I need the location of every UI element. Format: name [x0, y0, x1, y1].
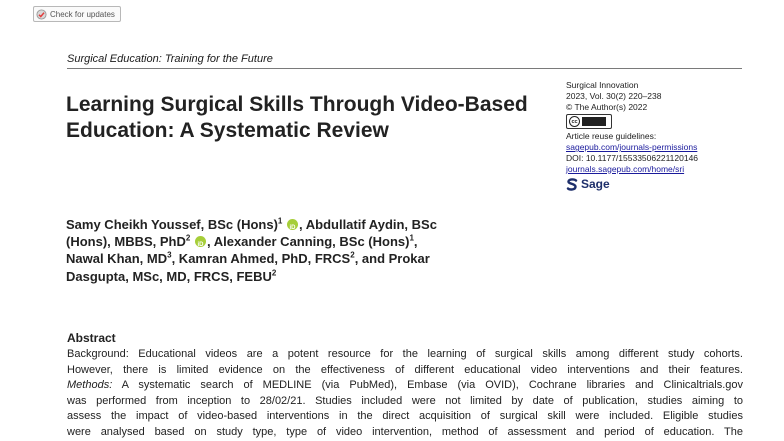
- doi: DOI: 10.1177/15533506221120146: [566, 152, 699, 163]
- author-list: [66, 216, 536, 285]
- author-text: , and Prokar: [354, 251, 430, 267]
- article-title: Learning Surgical Skills Through Video-Based Education: A Systematic Review: [66, 93, 528, 142]
- journal-info: [566, 80, 756, 191]
- reuse-link[interactable]: sagepub.com/journals-permissions: [566, 142, 698, 153]
- section-label: Surgical Education: Training for the Future: [67, 53, 273, 65]
- affiliation-sup: 2: [350, 251, 355, 261]
- orcid-icon[interactable]: [195, 236, 206, 247]
- header-divider: [67, 68, 742, 69]
- cc-icon: cc: [569, 116, 580, 127]
- check-updates-icon: [36, 9, 47, 20]
- volume-line: 2023, Vol. 30(2) 220–238: [566, 90, 662, 101]
- author-text: (Hons), MBBS, PhD: [66, 234, 186, 250]
- methods-label: Methods:: [67, 379, 113, 392]
- check-updates-label: Check for updates: [50, 9, 115, 19]
- publisher-logo: [566, 178, 756, 191]
- check-for-updates-button[interactable]: [33, 6, 121, 22]
- journal-link[interactable]: journals.sagepub.com/home/sri: [566, 163, 685, 174]
- publisher-name: Sage: [581, 176, 610, 191]
- author-text: Samy Cheikh Youssef, BSc (Hons): [66, 217, 278, 232]
- license-bar: [582, 117, 606, 126]
- abstract-line: Background: Educational videos are a potent resource for the learning of surgical skills among different study cohorts.: [67, 348, 743, 360]
- abstract-text: A systematic search of MEDLINE (via PubMed), Embase (via OVID), Cochrane libraries and Clinicaltrials.gov: [112, 379, 743, 392]
- affiliation-sup: 3: [167, 251, 172, 261]
- author-text: , Abdullatif Aydin, BSc: [299, 217, 437, 232]
- abstract-line: assess the impact of video-based interventions in the direct acquisition of surgical skill were included. Eligible studies: [67, 410, 743, 423]
- reuse-label: Article reuse guidelines:: [566, 131, 657, 142]
- copyright: © The Author(s) 2022: [566, 101, 648, 112]
- cc-license-badge[interactable]: [566, 114, 612, 129]
- abstract-line: was performed from inception to 28/02/21. Studies included were not limited by date of publication, studies aiming to: [67, 394, 743, 407]
- author-line-4: [66, 268, 536, 285]
- abstract-heading: Abstract: [67, 331, 116, 345]
- affiliation-sup: 2: [185, 233, 191, 243]
- abstract-line: [67, 378, 743, 394]
- author-line-2: [66, 233, 536, 250]
- abstract-body: [67, 347, 743, 441]
- abstract-line: However, there is limited evidence on the effectiveness of different educational video interventions and their features.: [67, 363, 743, 376]
- author-text: Nawal Khan, MD: [66, 251, 168, 267]
- sage-logo-icon: [566, 178, 578, 191]
- abstract-line: were analysed based on study type, type of video intervention, method of assessment and period of education. The: [67, 425, 743, 438]
- author-text: , Alexander Canning, BSc (Hons): [206, 234, 410, 250]
- journal-name: Surgical Innovation: [566, 80, 639, 90]
- affiliation-sup: 1: [277, 216, 283, 226]
- author-text: Dasgupta, MSc, MD, FRCS, FEBU: [66, 268, 272, 284]
- affiliation-sup: 2: [271, 268, 277, 278]
- author-text: ,: [413, 234, 418, 250]
- affiliation-sup: 1: [409, 233, 414, 243]
- author-line-3: [66, 250, 536, 267]
- orcid-icon[interactable]: [287, 219, 298, 230]
- author-line-1: [66, 216, 536, 233]
- author-text: , Kamran Ahmed, PhD, FRCS: [171, 251, 351, 267]
